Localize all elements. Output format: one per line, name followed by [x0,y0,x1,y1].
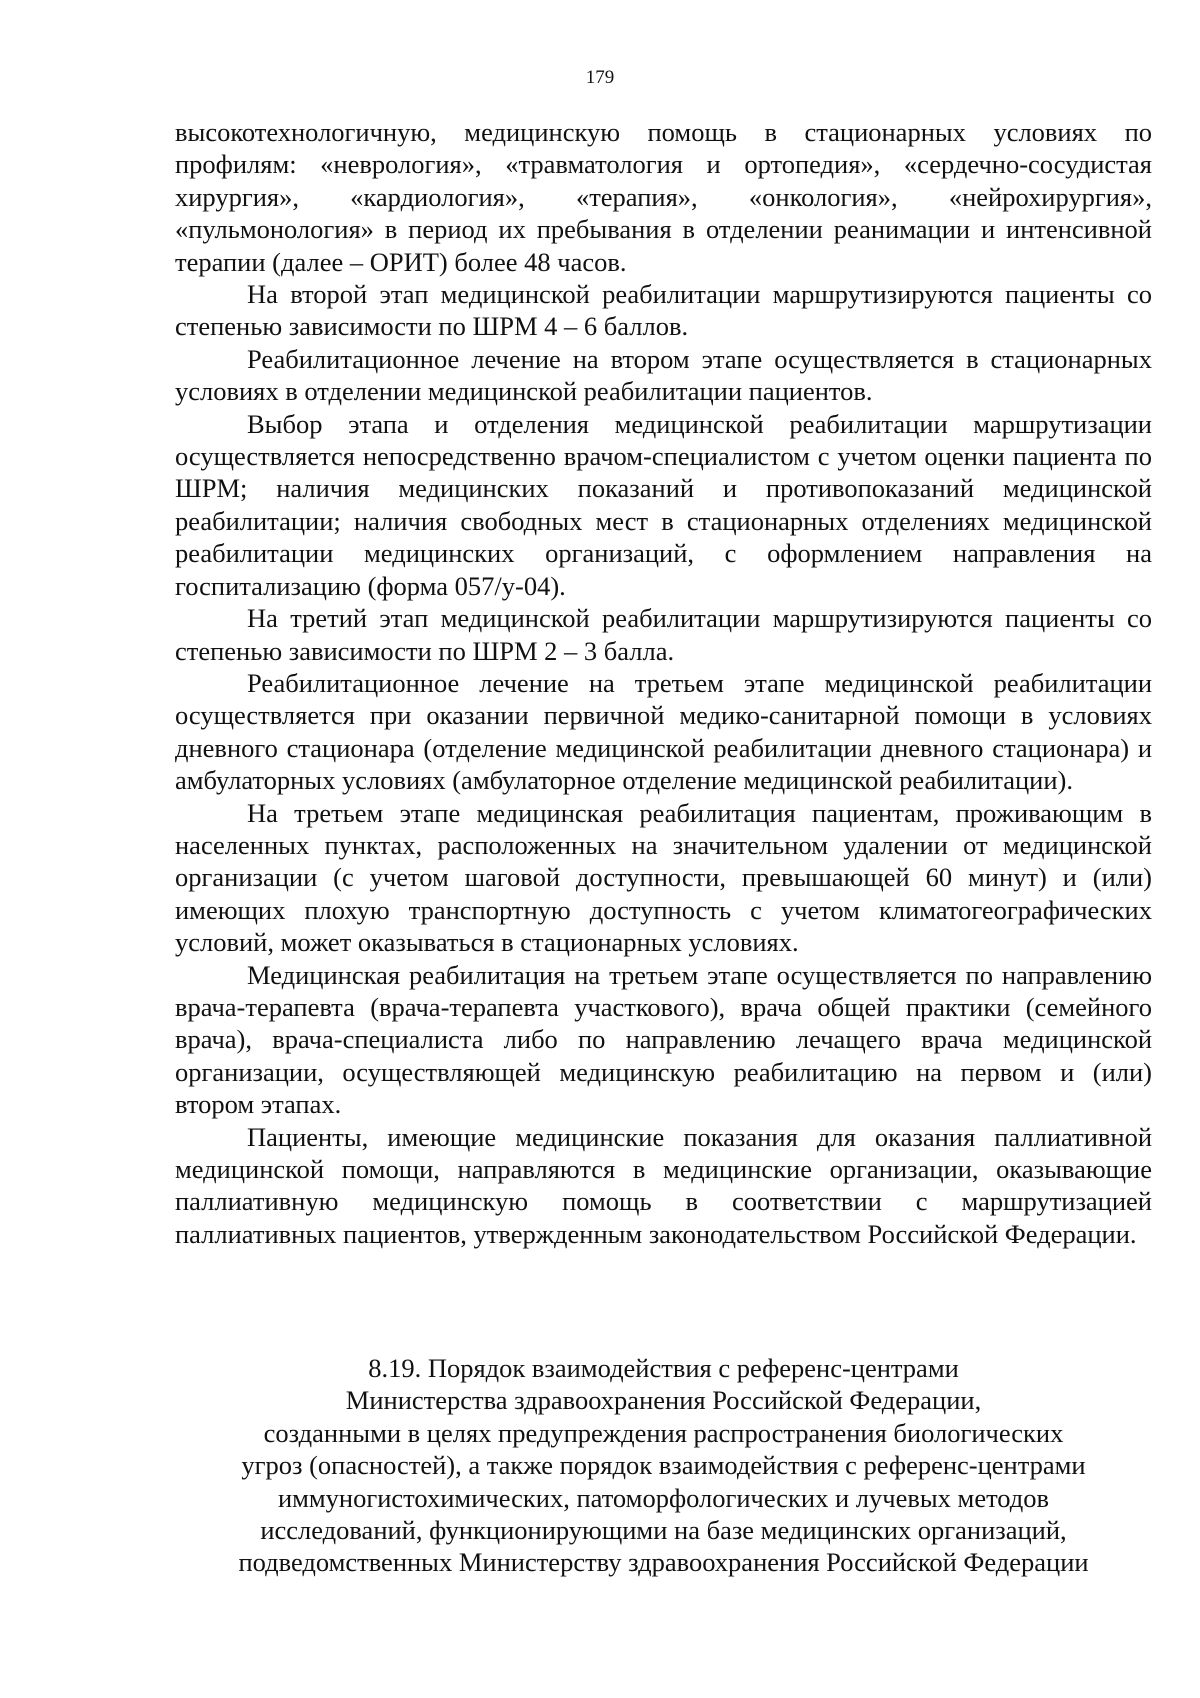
section-heading-line: иммуногистохимических, патоморфологических и лучевых методов [277,1482,1050,1513]
section-heading [175,1352,1152,1579]
paragraph-third-stage-routing: На третий этап медицинской реабилитации маршрутизируются пациенты со степенью зависимости по ШРМ 2 – 3 балла. [175,603,1152,666]
paragraph-second-stage-treatment: Реабилитационное лечение на втором этапе осуществляется в стационарных условиях в отделении медицинской реабилитации пациентов. [175,343,1152,407]
section-heading-line: Министерства здравоохранения Российской Федерации, [345,1385,982,1416]
section-heading-line: исследований, функционирующими на базе медицинских организаций, [260,1515,1067,1546]
paragraph-continuation: высокотехнологичную, медицинскую помощь в стационарных условиях по профилям: «неврология», «травматология и ортопедия», «сердечно-сосудистая хирургия», «кардиология», «терапия», «онкология», «нейрохирургия», «пульмонология» в период их пребывания в отделении реанимации и интенсивной терапии (далее – ОРИТ) более 48 часов. [175,117,1152,277]
paragraph-palliative: Пациенты, имеющие медицинские показания для оказания паллиативной медицинской помощи, направляются в медицинские организации, оказывающие паллиативную медицинскую помощь в соответствии с маршрутизацией паллиативных пациентов, утвержденным законодательством Российской Федерации. [175,1121,1152,1249]
paragraph-third-stage-remote: На третьем этапе медицинская реабилитация пациентам, проживающим в населенных пунктах, расположенных на значительном удалении от медицинской организации (с учетом шаговой доступности, превышающей 60 минут) и (или) имеющих плохую транспортную доступность с учетом климатогеографических условий, может оказываться в стационарных условиях. [175,797,1152,958]
paragraph-third-stage-referral: Медицинская реабилитация на третьем этапе осуществляется по направлению врача-терапевта (врача-терапевта участкового), врача общей практики (семейного врача), врача-специалиста либо по направлению лечащего врача медицинской организации, осуществляющей медицинскую реабилитацию на первом и (или) втором этапах. [175,959,1152,1120]
section-heading-line: угроз (опасностей), а также порядок взаимодействия с референс-центрами [241,1450,1086,1481]
paragraph-stage-selection: Выбор этапа и отделения медицинской реабилитации маршрутизации осуществляется непосредственно врачом-специалистом с учетом оценки пациента по ШРМ; наличия медицинских показаний и противопоказаний медицинской реабилитации; наличия свободных мест в стационарных отделениях медицинской реабилитации медицинских организаций, с оформлением направления на госпитализацию (форма 057/у-04). [175,408,1152,601]
section-heading-line: 8.19. Порядок взаимодействия с референс-центрами [368,1353,959,1383]
page-number: 179 [585,67,615,88]
body-text [175,116,1152,1250]
section-heading-line: подведомственных Министерству здравоохранения Российской Федерации [238,1547,1089,1578]
paragraph-second-stage-routing: На второй этап медицинской реабилитации маршрутизируются пациенты со степенью зависимости по ШРМ 4 – 6 баллов. [175,279,1152,342]
paragraph-third-stage-treatment: Реабилитационное лечение на третьем этапе медицинской реабилитации осуществляется при оказании первичной медико-санитарной помощи в условиях дневного стационара (отделение медицинской реабилитации дневного стационара) и амбулаторных условиях (амбулаторное отделение медицинской реабилитации). [175,667,1152,796]
section-heading-line: созданными в целях предупреждения распространения биологических [263,1417,1064,1448]
